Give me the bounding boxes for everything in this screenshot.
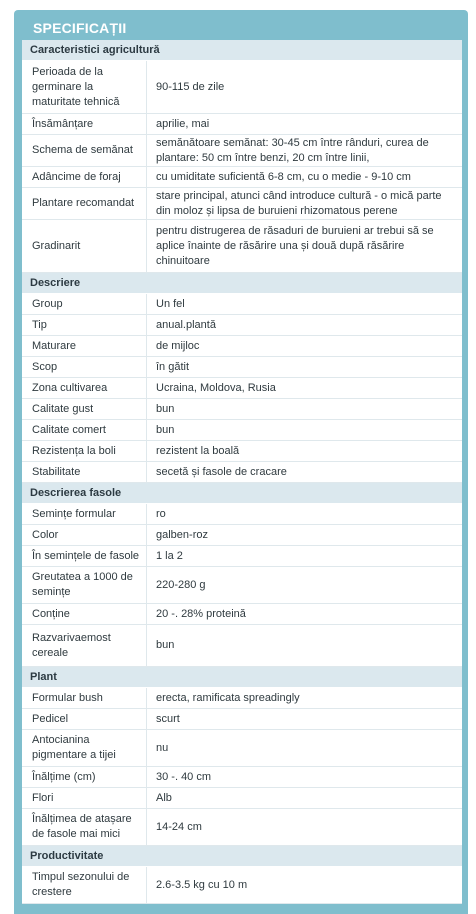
spec-value: scurt	[156, 712, 180, 725]
spec-value: erecta, ramificata spreadingly	[156, 691, 300, 704]
specifications-panel	[14, 10, 468, 914]
section-header: Caracteristici agricultură	[22, 40, 462, 61]
spec-value: Alb	[156, 791, 172, 804]
section-header: Descriere	[22, 273, 462, 294]
table-row	[22, 399, 462, 420]
spec-label: Maturare	[22, 336, 147, 356]
spec-label: Calitate comert	[22, 420, 147, 440]
table-row	[22, 730, 462, 767]
table-row	[22, 188, 462, 220]
spec-value: 90-115 de zile	[156, 80, 225, 93]
spec-label: Scop	[22, 357, 147, 377]
table-row	[22, 688, 462, 709]
table-row	[22, 525, 462, 546]
spec-value: semănătoare semănat: 30-45 cm între rânduri, curea de plantare: 50 cm între benzi, 20 cm între linii,	[156, 136, 429, 164]
spec-value: anual.plantă	[156, 318, 216, 331]
spec-label: Formular bush	[22, 688, 147, 708]
spec-value: bun	[156, 402, 175, 415]
table-row	[22, 709, 462, 730]
spec-label: Conține	[22, 604, 147, 624]
spec-value: bun	[156, 423, 175, 436]
table-row	[22, 336, 462, 357]
spec-label: Rezistența la boli	[22, 441, 147, 461]
table-row	[22, 167, 462, 188]
table-row	[22, 546, 462, 567]
specifications-table	[22, 40, 462, 904]
table-row	[22, 315, 462, 336]
spec-label: Flori	[22, 788, 147, 808]
spec-value: pentru distrugerea de răsaduri de buruieni ar trebui să se aplice înainte de răsărire una și două după răsărire chinuitoare	[156, 224, 434, 267]
table-row	[22, 788, 462, 809]
spec-value: stare principal, atunci când introduce cultură - o mică parte din moloz și lipsa de buruieni rhizomatous perene	[156, 189, 442, 217]
spec-label: Înălțime (cm)	[22, 767, 147, 787]
spec-value: rezistent la boală	[156, 444, 240, 457]
panel-title: SPECIFICAȚII	[33, 20, 127, 36]
table-row	[22, 220, 462, 273]
table-row	[22, 867, 462, 904]
spec-label: Schema de semănat	[22, 135, 147, 166]
table-row	[22, 567, 462, 604]
spec-value: Un fel	[156, 297, 185, 310]
spec-value: 2.6-3.5 kg cu 10 m	[156, 878, 248, 891]
spec-value: Ucraina, Moldova, Rusia	[156, 381, 276, 394]
spec-label: Greutatea a 1000 de semințe	[22, 567, 147, 603]
section-header: Productivitate	[22, 846, 462, 867]
spec-value: bun	[156, 639, 175, 651]
table-row	[22, 809, 462, 846]
spec-label: Stabilitate	[22, 462, 147, 482]
spec-label: Adâncime de foraj	[22, 167, 147, 187]
table-row	[22, 504, 462, 525]
spec-label: Tip	[22, 315, 147, 335]
spec-label: Plantare recomandat	[22, 188, 147, 219]
table-row	[22, 604, 462, 625]
spec-label: În semințele de fasole	[22, 546, 147, 566]
spec-label: Timpul sezonului de crestere	[22, 867, 147, 903]
spec-label: Group	[22, 294, 147, 314]
spec-label: Antocianina pigmentare a tijei	[22, 730, 147, 766]
table-row	[22, 61, 462, 114]
table-row	[22, 441, 462, 462]
table-row	[22, 378, 462, 399]
table-row	[22, 420, 462, 441]
spec-value: în gătit	[156, 360, 190, 373]
spec-label: Înălțimea de atașare de fasole mai mici	[22, 809, 147, 845]
spec-label: Semințe formular	[22, 504, 147, 524]
table-row	[22, 357, 462, 378]
spec-label: Pedicel	[22, 709, 147, 729]
spec-value: galben-roz	[156, 528, 208, 541]
spec-value: 20 -. 28% proteină	[156, 607, 246, 620]
section-header: Plant	[22, 667, 462, 688]
spec-value: 220-280 g	[156, 578, 206, 591]
spec-value: 1 la 2	[156, 549, 183, 562]
spec-value: nu	[156, 741, 169, 754]
spec-value: ro	[156, 507, 166, 520]
spec-value: aprilie, mai	[156, 117, 210, 130]
spec-label: Gradinarit	[22, 220, 147, 272]
spec-value: 14-24 cm	[156, 820, 202, 833]
spec-label: Color	[22, 525, 147, 545]
section-header: Descrierea fasole	[22, 483, 462, 504]
spec-value: de mijloc	[156, 339, 200, 352]
table-row	[22, 294, 462, 315]
table-row	[22, 135, 462, 167]
spec-value: 30 -. 40 cm	[156, 770, 212, 783]
spec-label: Perioada de la germinare la maturitate tehnică	[22, 61, 147, 113]
spec-label: Zona cultivarea	[22, 378, 147, 398]
spec-value: cu umiditate suficientă 6-8 cm, cu o medie - 9-10 cm	[156, 170, 411, 183]
spec-value: secetă și fasole de cracare	[156, 465, 287, 478]
spec-label: Calitate gust	[22, 399, 147, 419]
spec-label: Razvarivaemost cereale	[22, 625, 147, 666]
table-row	[22, 114, 462, 135]
table-row	[22, 625, 462, 667]
table-row	[22, 462, 462, 483]
spec-label: Însămânțare	[22, 114, 147, 134]
table-row	[22, 767, 462, 788]
